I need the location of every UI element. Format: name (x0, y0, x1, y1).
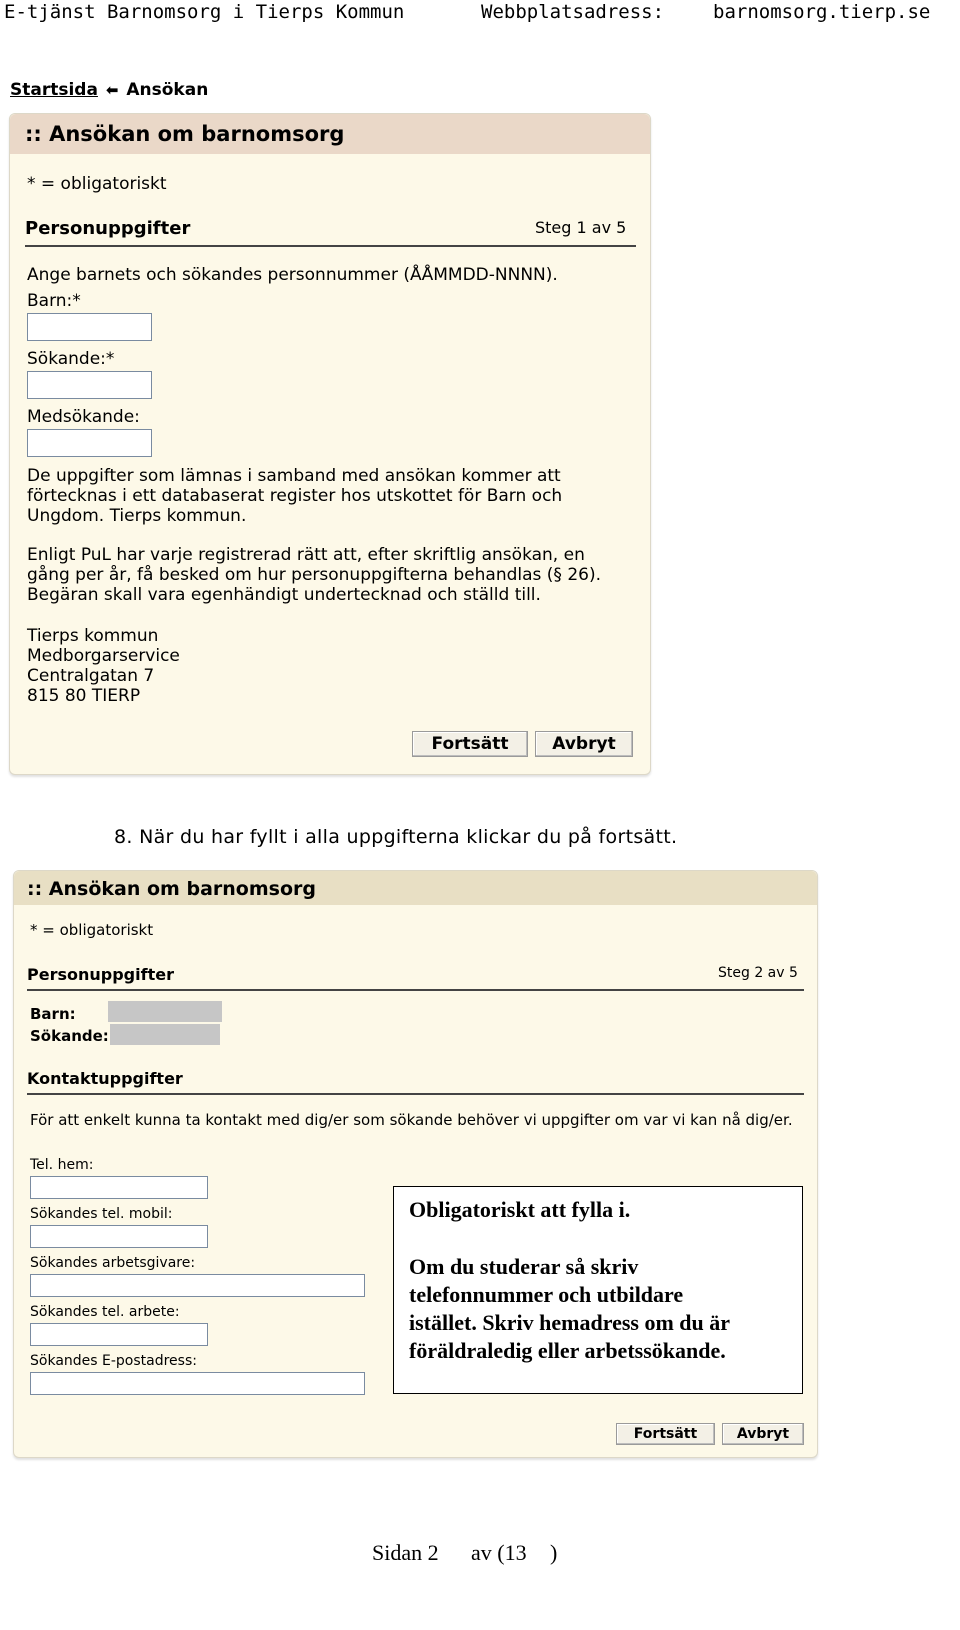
applicant-pnr-input[interactable] (27, 371, 152, 399)
breadcrumb-current: Ansökan (126, 80, 209, 100)
work-phone-input[interactable] (30, 1323, 208, 1346)
page-total-close: ) (550, 1540, 558, 1565)
continue-button[interactable]: Fortsätt (412, 731, 528, 757)
page-footer (0, 1540, 960, 1570)
applicant-label: Sökande: (30, 1027, 109, 1045)
document-header (0, 0, 960, 26)
callout-required: Obligatoriskt att fylla i. (409, 1197, 631, 1222)
register-info: De uppgifter som lämnas i samband med ansökan kommer att förtecknas i ett databaserat register hos utskottet för Barn och Ungdom. Tierps kommun. (27, 466, 563, 526)
required-note: * = obligatoriskt (30, 921, 154, 939)
form-title: :: Ansökan om barnomsorg (27, 878, 316, 900)
mobile-phone-input[interactable] (30, 1225, 208, 1248)
section-divider (27, 989, 804, 991)
service-title: E-tjänst Barnomsorg i Tierps Kommun (4, 1, 405, 23)
instruction-caption: 8. När du har fyllt i alla uppgifterna klickar du på fortsätt. (114, 826, 678, 848)
form-title: :: Ansökan om barnomsorg (25, 122, 345, 146)
postal-address: Tierps kommun Medborgarservice Centralgatan 7 815 80 TIERP (27, 626, 180, 706)
section-heading: Personuppgifter (27, 965, 174, 984)
breadcrumb-home-link[interactable]: Startsida (10, 80, 98, 100)
email-label: Sökandes E-postadress: (30, 1353, 197, 1369)
child-pnr-label: Barn:* (27, 291, 81, 311)
mobile-phone-label: Sökandes tel. mobil: (30, 1206, 173, 1222)
cancel-button[interactable]: Avbryt (535, 731, 633, 757)
pul-info: Enligt PuL har varje registrerad rätt att, efter skriftlig ansökan, en gång per år, få besked om hur personuppgifterna behandlas (§ 26). Begäran skall vara egenhändigt undertecknad och ställd till. (27, 545, 601, 605)
cancel-button[interactable]: Avbryt (722, 1423, 804, 1445)
employer-input[interactable] (30, 1274, 365, 1297)
section-heading: Personuppgifter (25, 218, 191, 239)
form-titlebar (10, 114, 650, 154)
required-note: * = obligatoriskt (27, 174, 167, 194)
step-indicator: Steg 1 av 5 (535, 218, 627, 237)
applicant-pnr-label: Sökande:* (27, 349, 115, 369)
personnummer-instruction: Ange barnets och sökandes personnummer (ÅÅMMDD-NNNN). (27, 265, 558, 285)
form-titlebar (14, 871, 817, 905)
back-arrow-icon: ⬅ (105, 81, 119, 99)
employer-label: Sökandes arbetsgivare: (30, 1255, 196, 1271)
address-label: Webbplatsadress: (481, 1, 665, 23)
contact-divider (27, 1093, 804, 1095)
page-number: Sidan 2 (372, 1540, 439, 1565)
section-divider (25, 245, 636, 247)
coapplicant-pnr-label: Medsökande: (27, 407, 140, 427)
callout-note (393, 1186, 803, 1394)
home-phone-input[interactable] (30, 1176, 208, 1199)
child-value-redacted (108, 1001, 222, 1022)
continue-button[interactable]: Fortsätt (616, 1423, 715, 1445)
applicant-value-redacted (110, 1024, 220, 1045)
step-indicator: Steg 2 av 5 (718, 965, 798, 981)
child-label: Barn: (30, 1005, 76, 1023)
home-phone-label: Tel. hem: (30, 1157, 94, 1173)
page-total: av (13 (471, 1540, 527, 1565)
coapplicant-pnr-input[interactable] (27, 429, 152, 457)
contact-section-heading: Kontaktuppgifter (27, 1069, 183, 1088)
email-input[interactable] (30, 1372, 365, 1395)
callout-instructions: Om du studerar så skriv telefonnummer och utbildare istället. Skriv hemadress om du är föräldraledig eller arbetssökande. (409, 1254, 731, 1363)
contact-intro: För att enkelt kunna ta kontakt med dig/er som sökande behöver vi uppgifter om var vi kan nå dig/er. (30, 1111, 793, 1129)
child-pnr-input[interactable] (27, 313, 152, 341)
breadcrumb (10, 80, 208, 100)
work-phone-label: Sökandes tel. arbete: (30, 1304, 180, 1320)
address-value: barnomsorg.tierp.se (713, 1, 931, 23)
application-form-step1 (9, 113, 651, 775)
